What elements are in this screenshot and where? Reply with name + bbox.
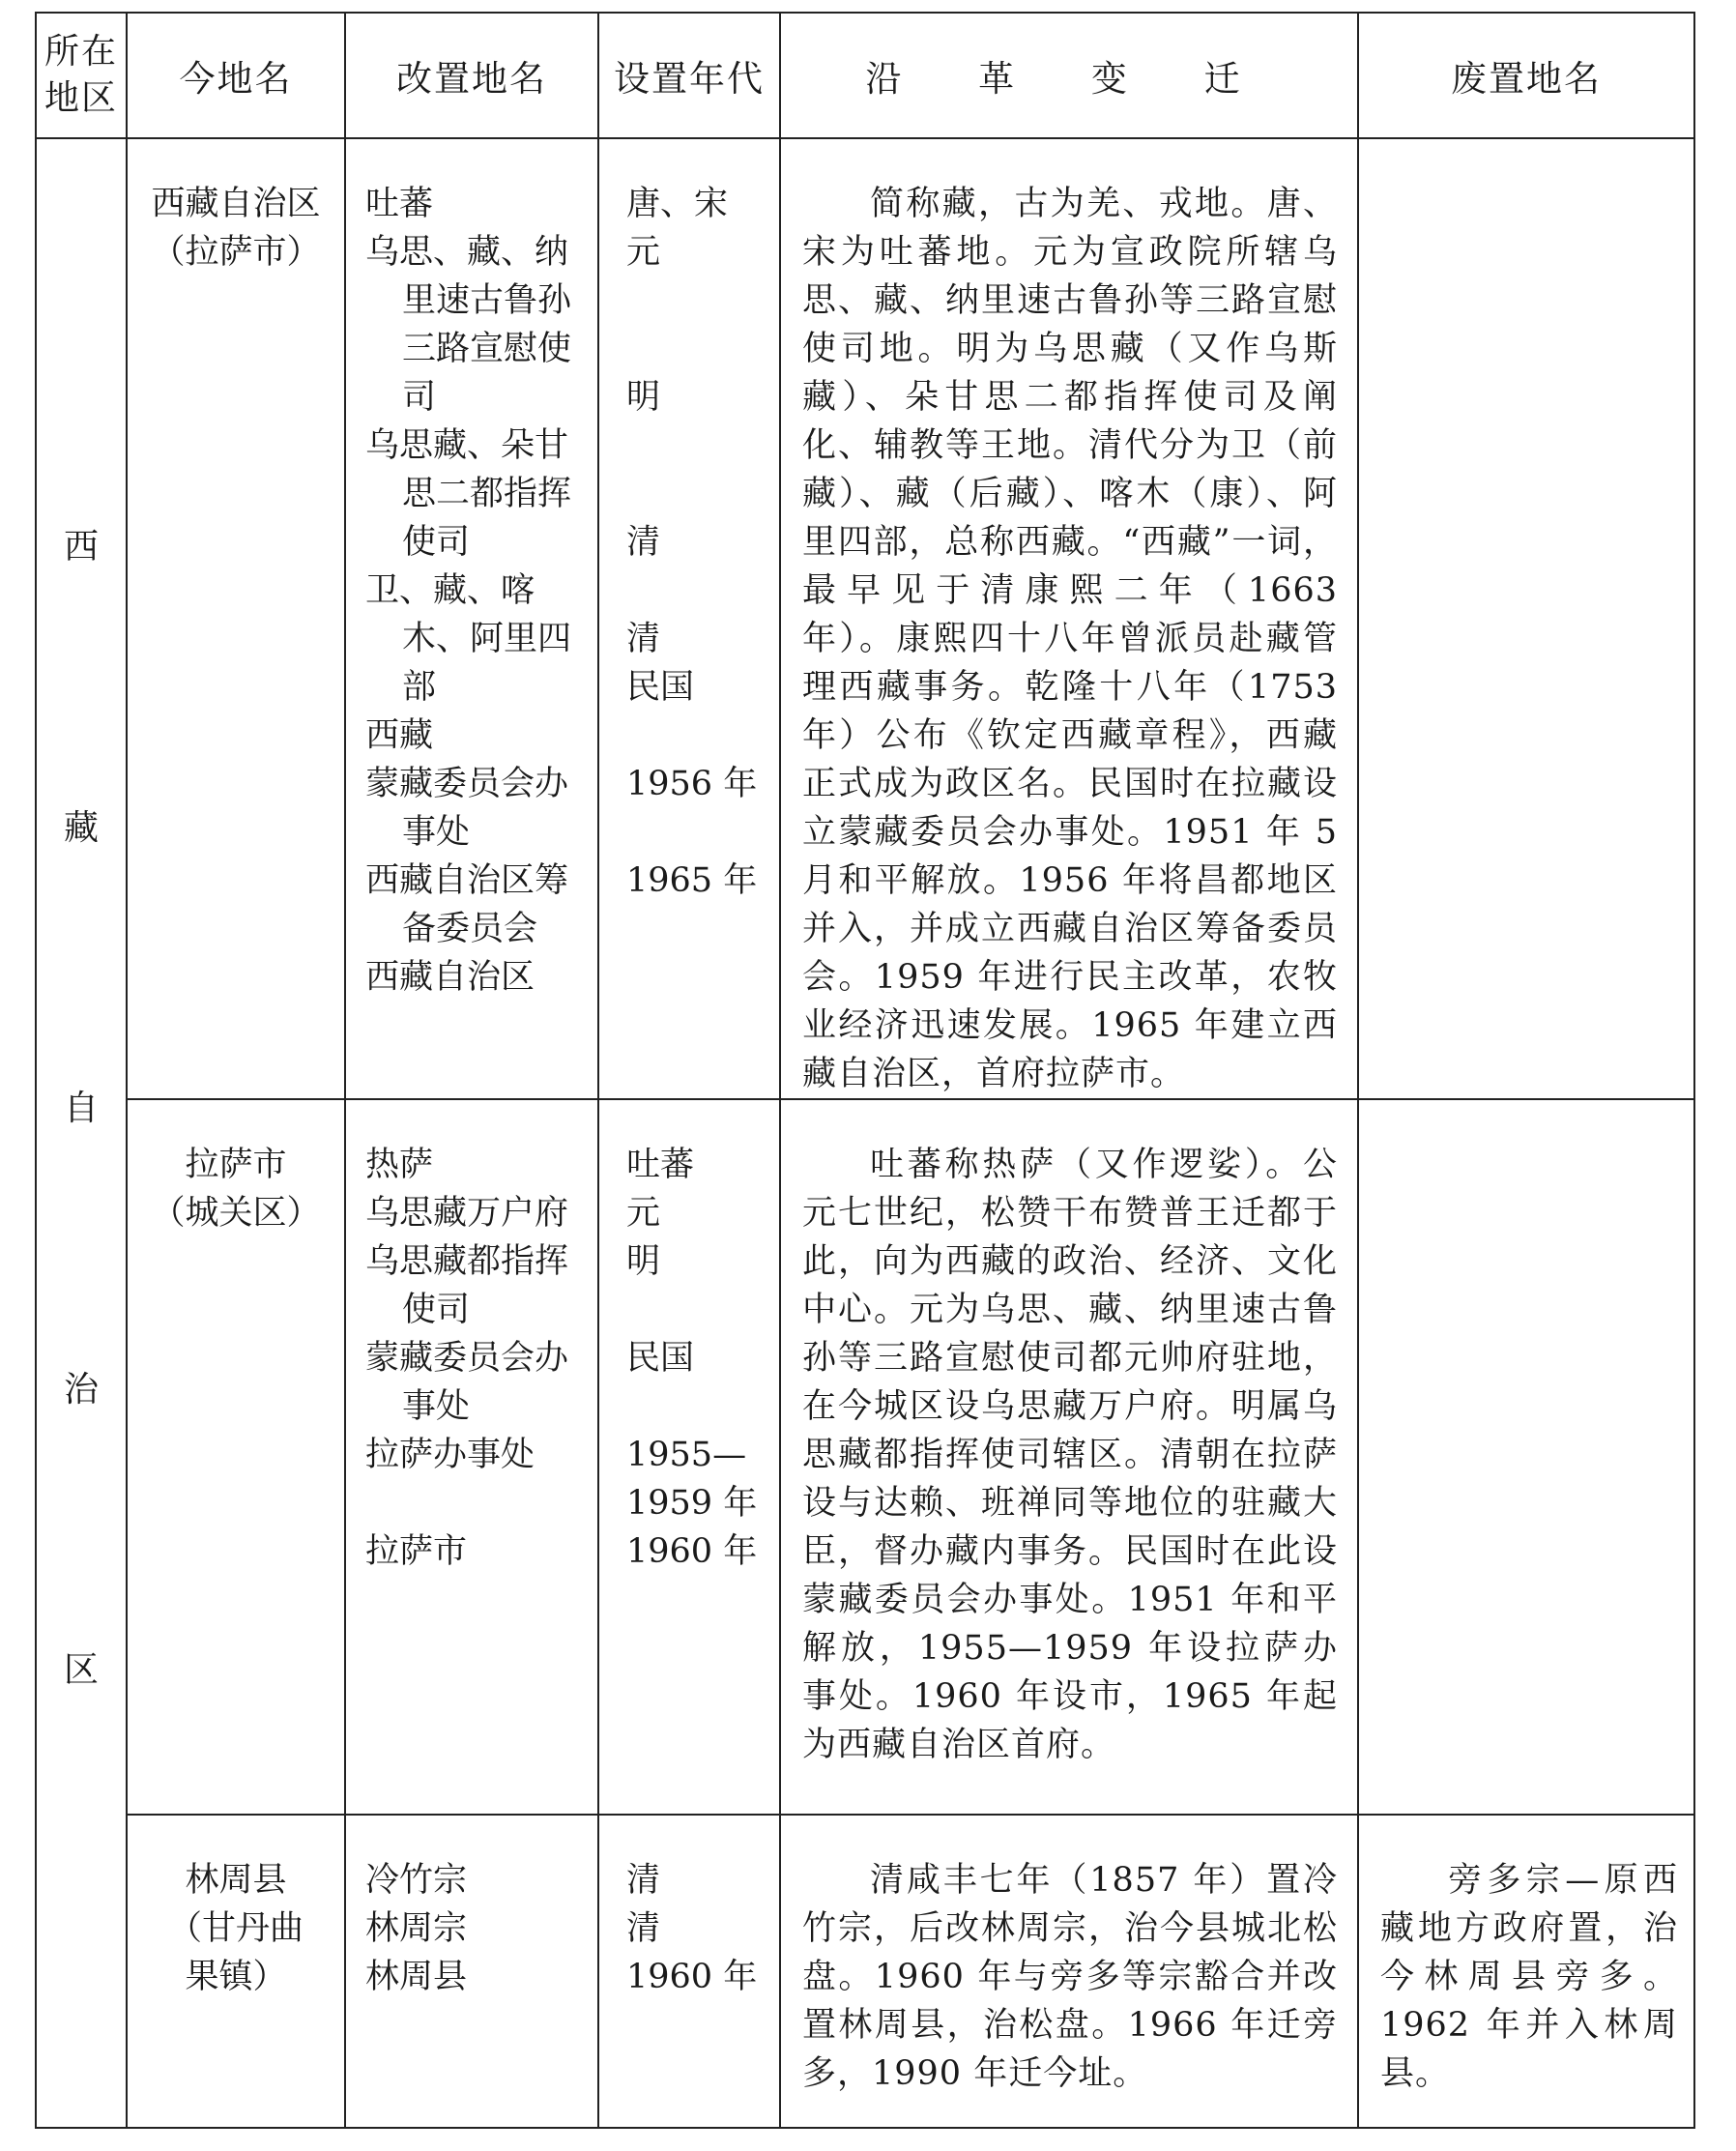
year-entry	[626, 808, 779, 857]
header-area-line2: 地区	[43, 78, 118, 118]
year-entry: 1965 年	[626, 861, 758, 900]
former-name: 拉萨市	[365, 1532, 468, 1571]
table-row	[36, 1815, 1694, 2128]
abolished-cell	[1358, 1815, 1694, 2128]
evolution-cell	[780, 1099, 1358, 1815]
year-entry: 清	[626, 1861, 661, 1900]
gazetteer-table-page	[35, 12, 1693, 2129]
today-name-cell	[127, 1815, 345, 2128]
year-entry: 清	[626, 523, 661, 562]
header-evolution: 沿 革 变 迁	[780, 13, 1358, 138]
region-char: 区	[63, 1650, 99, 1690]
abolished-cell	[1358, 1099, 1694, 1815]
year-entry	[626, 325, 779, 373]
year-entry: 明	[626, 1242, 661, 1281]
former-name: 西藏自治区	[365, 958, 535, 997]
evolution-text: 清咸丰七年（1857 年）置冷竹宗，后改林周宗，治今县城北松盘。1960 年与旁多等宗豁合并改置林周县，治松盘。1966 年迁旁多，1990 年迁今址。	[802, 1861, 1338, 2093]
year-entry	[626, 567, 779, 615]
year-entry: 1960 年	[626, 1958, 758, 1996]
header-today-name: 今地名	[127, 13, 345, 138]
year-entry: 元	[626, 1194, 661, 1233]
former-name: 乌思藏、朵甘思二都指挥使司	[365, 426, 572, 562]
former-name: 热萨	[365, 1146, 434, 1184]
former-name: 乌思、藏、纳里速古鲁孙三路宣慰使司	[365, 233, 572, 417]
former-names-cell	[345, 138, 598, 1099]
evolution-text: 吐蕃称热萨（又作逻娑）。公元七世纪，松赞干布赞普王迁都于此，向为西藏的政治、经济、文化中心。元为乌思、藏、纳里速古鲁孙等三路宣慰使司都元帅府驻地，在今城区设乌思藏万户府。明属乌思藏都指挥使司辖区。清朝在拉萨设与达赖、班禅同等地位的驻藏大臣，督办藏内事务。民国时在此设蒙藏委员会办事处。1951 年和平解放，1955—1959 年设拉萨办事处。1960 年设市，1965 年起为西藏自治区首府。	[802, 1146, 1338, 1764]
today-name: 拉萨市	[185, 1146, 287, 1184]
year-entry	[626, 1382, 779, 1431]
former-name: 蒙藏委员会办事处	[365, 1339, 569, 1426]
year-entry: 1960 年	[626, 1532, 758, 1571]
today-name-seat: （甘丹曲	[167, 1909, 304, 1948]
today-name-cell	[127, 1099, 345, 1815]
year-entry: 吐蕃	[626, 1146, 695, 1184]
years-cell	[598, 1099, 780, 1815]
year-entry	[626, 1286, 779, 1334]
former-name: 乌思藏都指挥使司	[365, 1242, 569, 1329]
header-former-name: 改置地名	[345, 13, 598, 138]
year-entry: 元	[626, 233, 661, 272]
year-entry: 民国	[626, 1339, 695, 1378]
abolished-text: 旁多宗—原西藏地方政府置，治今林周县旁多。1962 年并入林周县。	[1380, 1861, 1678, 2093]
evolution-text: 简称藏，古为羌、戎地。唐、宋为吐蕃地。元为宣政院所辖乌思、藏、纳里速古鲁孙等三路宣慰使司地。明为乌思藏（又作乌斯藏）、朵甘思二都指挥使司及阐化、辅教等王地。清代分为卫（前藏）、藏（后藏）、喀木（康）、阿里四部，总称西藏。“西藏”一词，最早见于清康熙二年（1663 年）。康熙四十八年曾派员赴藏管理西藏事务。乾隆十八年（1753 年）公布《钦定西藏章程》，西藏正式成为政区名。民国时在拉藏设立蒙藏委员会办事处。1951 年 5 月和平解放。1956 年将昌都地区并入，并成立西藏自治区筹备委员会。1959 年进行民主改革，农牧业经济迅速发展。1965 年建立西藏自治区，首府拉萨市。	[802, 185, 1338, 1093]
year-entry: 1956 年	[626, 765, 758, 803]
former-name: 西藏自治区筹备委员会	[365, 861, 569, 948]
header-area	[36, 13, 127, 138]
today-name-seat: （拉萨市）	[151, 233, 321, 272]
former-name: 林周县	[365, 1958, 468, 1996]
today-name: 西藏自治区	[151, 185, 321, 223]
former-name: 蒙藏委员会办事处	[365, 765, 569, 852]
place-name-table	[35, 12, 1695, 2129]
year-entry: 明	[626, 378, 661, 417]
year-entry: 唐、宋	[626, 185, 729, 223]
former-name: 冷竹宗	[365, 1861, 468, 1900]
table-row	[36, 1099, 1694, 1815]
year-entry	[626, 470, 779, 518]
abolished-cell	[1358, 138, 1694, 1099]
former-name: 西藏	[365, 716, 434, 755]
former-name: 卫、藏、喀木、阿里四部	[365, 571, 572, 707]
region-char: 自	[63, 1089, 99, 1128]
year-entry: 民国	[626, 668, 695, 707]
year-entry: 1959 年	[626, 1484, 758, 1523]
region-char: 藏	[63, 807, 99, 848]
former-name: 乌思藏万户府	[365, 1194, 569, 1233]
year-entry	[626, 421, 779, 470]
former-name: 拉萨办事处	[365, 1436, 535, 1474]
former-names-cell	[345, 1815, 598, 2128]
year-entry	[626, 276, 779, 325]
year-entry: 1955—	[626, 1436, 747, 1474]
table-row	[36, 138, 1694, 1099]
region-char: 治	[63, 1369, 99, 1410]
today-name: 林周县	[185, 1861, 287, 1900]
region-cell	[36, 138, 127, 2128]
region-char: 西	[63, 527, 99, 567]
evolution-cell	[780, 138, 1358, 1099]
region-vertical-label	[37, 139, 126, 1690]
year-entry	[626, 712, 779, 760]
header-established: 设置年代	[598, 13, 780, 138]
today-name-cell	[127, 138, 345, 1099]
year-entry: 清	[626, 1909, 661, 1948]
former-name: 吐蕃	[365, 185, 434, 223]
header-row	[36, 13, 1694, 138]
today-name-seat: 果镇）	[185, 1958, 287, 1996]
evolution-cell	[780, 1815, 1358, 2128]
header-abolished-name: 废置地名	[1358, 13, 1694, 138]
former-name: 林周宗	[365, 1909, 468, 1948]
header-area-line1: 所在	[43, 32, 118, 72]
years-cell	[598, 138, 780, 1099]
former-names-cell	[345, 1099, 598, 1815]
year-entry: 清	[626, 620, 661, 658]
today-name-seat: （城关区）	[151, 1194, 321, 1233]
years-cell	[598, 1815, 780, 2128]
